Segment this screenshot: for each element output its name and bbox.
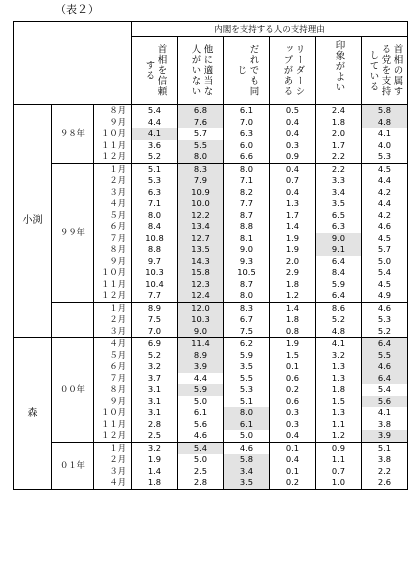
- value-cell: 3.5: [224, 361, 270, 373]
- value-cell: 1.2: [270, 290, 316, 302]
- value-cell: 1.7: [316, 140, 362, 152]
- value-cell: 0.4: [270, 163, 316, 175]
- value-cell: 7.6: [178, 117, 224, 129]
- month-cell: ６月: [94, 361, 132, 373]
- value-cell: 3.8: [362, 419, 408, 431]
- value-cell: 1.9: [270, 233, 316, 245]
- year-cell: [52, 302, 94, 338]
- value-cell: 1.9: [270, 338, 316, 350]
- value-cell: 5.6: [178, 419, 224, 431]
- value-cell: 0.7: [270, 175, 316, 187]
- value-cell: 10.3: [132, 267, 178, 279]
- value-cell: 3.7: [132, 373, 178, 385]
- value-cell: 3.5: [224, 477, 270, 489]
- column-header-label: 首相の属する党を支持している: [367, 44, 403, 97]
- column-header-label: 首相を信頼する: [143, 44, 167, 97]
- value-cell: 4.4: [362, 198, 408, 210]
- value-cell: 5.0: [178, 454, 224, 466]
- value-cell: 5.2: [132, 151, 178, 163]
- value-cell: 5.5: [224, 373, 270, 385]
- value-cell: 5.3: [224, 384, 270, 396]
- value-cell: 4.4: [178, 373, 224, 385]
- value-cell: 8.4: [316, 267, 362, 279]
- value-cell: 12.3: [178, 279, 224, 291]
- month-cell: １１月: [94, 140, 132, 152]
- value-cell: 8.0: [132, 210, 178, 222]
- value-cell: 8.9: [178, 350, 224, 362]
- value-cell: 5.4: [362, 267, 408, 279]
- value-cell: 3.4: [316, 187, 362, 199]
- value-cell: 9.0: [178, 326, 224, 338]
- value-cell: 4.5: [362, 233, 408, 245]
- value-cell: 6.2: [224, 338, 270, 350]
- month-cell: １月: [94, 163, 132, 175]
- value-cell: 0.1: [270, 361, 316, 373]
- value-cell: 4.6: [362, 221, 408, 233]
- value-cell: 5.5: [362, 350, 408, 362]
- value-cell: 13.5: [178, 244, 224, 256]
- pm-name-cell: 森: [14, 338, 52, 490]
- value-cell: 1.8: [270, 279, 316, 291]
- value-cell: 0.4: [270, 187, 316, 199]
- month-cell: １０月: [94, 128, 132, 140]
- value-cell: 12.4: [178, 290, 224, 302]
- month-cell: ９月: [94, 117, 132, 129]
- pm-name-cell: 小渕: [14, 105, 52, 338]
- value-cell: 0.4: [270, 128, 316, 140]
- table-title: 内閣を支持する人の支持理由: [132, 22, 408, 37]
- value-cell: 6.4: [316, 290, 362, 302]
- value-cell: 5.3: [362, 151, 408, 163]
- value-cell: 9.1: [316, 244, 362, 256]
- value-cell: 5.2: [362, 326, 408, 338]
- value-cell: 1.3: [316, 361, 362, 373]
- table-row: [14, 105, 408, 117]
- month-cell: １１月: [94, 279, 132, 291]
- value-cell: 8.6: [316, 302, 362, 314]
- month-cell: １２月: [94, 430, 132, 442]
- value-cell: 4.6: [224, 442, 270, 454]
- value-cell: 9.7: [132, 256, 178, 268]
- value-cell: 0.2: [270, 384, 316, 396]
- value-cell: 10.9: [178, 187, 224, 199]
- value-cell: 9.3: [224, 256, 270, 268]
- value-cell: 1.7: [270, 210, 316, 222]
- value-cell: 3.8: [362, 454, 408, 466]
- value-cell: 4.4: [132, 117, 178, 129]
- column-header-label: 他に適当な人がいない: [189, 44, 213, 97]
- value-cell: 9.0: [224, 244, 270, 256]
- value-cell: 10.0: [178, 198, 224, 210]
- month-cell: ８月: [94, 105, 132, 117]
- value-cell: 2.2: [316, 163, 362, 175]
- value-cell: 10.8: [132, 233, 178, 245]
- value-cell: 1.3: [316, 407, 362, 419]
- value-cell: 7.5: [132, 314, 178, 326]
- value-cell: 5.0: [362, 256, 408, 268]
- value-cell: 1.3: [270, 198, 316, 210]
- value-cell: 11.4: [178, 338, 224, 350]
- value-cell: 3.9: [362, 430, 408, 442]
- month-cell: １１月: [94, 419, 132, 431]
- value-cell: 3.2: [316, 350, 362, 362]
- value-cell: 5.9: [316, 279, 362, 291]
- value-cell: 1.0: [316, 477, 362, 489]
- year-cell: ０１年: [52, 442, 94, 489]
- value-cell: 5.4: [132, 105, 178, 117]
- value-cell: 4.0: [362, 140, 408, 152]
- month-cell: １月: [94, 442, 132, 454]
- value-cell: 1.8: [270, 314, 316, 326]
- value-cell: 5.5: [178, 140, 224, 152]
- table-row: [14, 442, 408, 454]
- value-cell: 4.5: [362, 163, 408, 175]
- value-cell: 4.1: [362, 128, 408, 140]
- value-cell: 2.5: [132, 430, 178, 442]
- value-cell: 13.4: [178, 221, 224, 233]
- value-cell: 6.3: [132, 187, 178, 199]
- value-cell: 6.4: [316, 256, 362, 268]
- value-cell: 14.3: [178, 256, 224, 268]
- value-cell: 2.4: [316, 105, 362, 117]
- value-cell: 4.6: [362, 361, 408, 373]
- value-cell: 2.8: [178, 477, 224, 489]
- table-row: [14, 338, 408, 350]
- value-cell: 5.0: [224, 430, 270, 442]
- value-cell: 5.2: [316, 314, 362, 326]
- value-cell: 8.8: [132, 244, 178, 256]
- value-cell: 0.1: [270, 442, 316, 454]
- value-cell: 3.2: [132, 361, 178, 373]
- value-cell: 2.0: [270, 256, 316, 268]
- value-cell: 4.1: [362, 407, 408, 419]
- value-cell: 0.4: [270, 117, 316, 129]
- value-cell: 7.1: [224, 175, 270, 187]
- value-cell: 4.6: [178, 430, 224, 442]
- value-cell: 0.1: [270, 466, 316, 478]
- value-cell: 4.2: [362, 187, 408, 199]
- value-cell: 5.8: [224, 454, 270, 466]
- value-cell: 8.7: [224, 210, 270, 222]
- value-cell: 7.5: [224, 326, 270, 338]
- table-corner: [14, 22, 132, 105]
- value-cell: 3.3: [316, 175, 362, 187]
- value-cell: 1.8: [132, 477, 178, 489]
- table-body: [14, 105, 408, 490]
- value-cell: 4.1: [132, 128, 178, 140]
- value-cell: 2.0: [316, 128, 362, 140]
- value-cell: 1.5: [270, 350, 316, 362]
- value-cell: 8.2: [224, 187, 270, 199]
- value-cell: 0.2: [270, 477, 316, 489]
- month-cell: １２月: [94, 151, 132, 163]
- value-cell: 1.1: [316, 419, 362, 431]
- value-cell: 4.8: [316, 326, 362, 338]
- value-cell: 6.3: [316, 221, 362, 233]
- value-cell: 0.3: [270, 419, 316, 431]
- year-cell: ９８年: [52, 105, 94, 164]
- value-cell: 12.7: [178, 233, 224, 245]
- value-cell: 5.9: [224, 350, 270, 362]
- month-cell: ７月: [94, 373, 132, 385]
- value-cell: 1.5: [316, 396, 362, 408]
- value-cell: 2.5: [178, 466, 224, 478]
- value-cell: 6.8: [178, 105, 224, 117]
- value-cell: 5.2: [132, 350, 178, 362]
- value-cell: 7.9: [178, 175, 224, 187]
- value-cell: 5.7: [178, 128, 224, 140]
- value-cell: 8.3: [178, 163, 224, 175]
- value-cell: 1.9: [270, 244, 316, 256]
- value-cell: 8.1: [224, 233, 270, 245]
- value-cell: 3.1: [132, 396, 178, 408]
- value-cell: 12.0: [178, 302, 224, 314]
- month-cell: １０月: [94, 267, 132, 279]
- column-header: [178, 37, 224, 105]
- value-cell: 10.3: [178, 314, 224, 326]
- month-cell: １２月: [94, 290, 132, 302]
- month-cell: ４月: [94, 198, 132, 210]
- value-cell: 5.3: [362, 314, 408, 326]
- column-header-label: 印象がよい: [333, 40, 345, 93]
- column-header: [132, 37, 178, 105]
- value-cell: 0.3: [270, 407, 316, 419]
- value-cell: 0.4: [270, 454, 316, 466]
- table-row: [14, 163, 408, 175]
- month-cell: ６月: [94, 221, 132, 233]
- month-cell: ２月: [94, 175, 132, 187]
- value-cell: 0.8: [270, 326, 316, 338]
- month-cell: ９月: [94, 256, 132, 268]
- value-cell: 6.0: [224, 140, 270, 152]
- value-cell: 8.8: [224, 221, 270, 233]
- value-cell: 9.0: [316, 233, 362, 245]
- value-cell: 0.3: [270, 140, 316, 152]
- value-cell: 3.1: [132, 384, 178, 396]
- value-cell: 2.8: [132, 419, 178, 431]
- value-cell: 8.0: [224, 163, 270, 175]
- value-cell: 4.2: [362, 210, 408, 222]
- value-cell: 0.7: [316, 466, 362, 478]
- value-cell: 6.9: [132, 338, 178, 350]
- month-cell: ３月: [94, 466, 132, 478]
- value-cell: 7.7: [224, 198, 270, 210]
- column-header-label: だれでも同じ: [235, 44, 259, 97]
- value-cell: 5.4: [362, 384, 408, 396]
- value-cell: 1.2: [316, 430, 362, 442]
- support-reasons-table: [13, 21, 408, 490]
- month-cell: １月: [94, 302, 132, 314]
- month-cell: ７月: [94, 233, 132, 245]
- value-cell: 1.4: [132, 466, 178, 478]
- month-cell: ２月: [94, 454, 132, 466]
- month-cell: ８月: [94, 244, 132, 256]
- value-cell: 3.2: [132, 442, 178, 454]
- value-cell: 8.9: [132, 302, 178, 314]
- month-cell: ４月: [94, 338, 132, 350]
- value-cell: 0.5: [270, 105, 316, 117]
- value-cell: 0.9: [316, 442, 362, 454]
- value-cell: 5.3: [132, 175, 178, 187]
- value-cell: 3.4: [224, 466, 270, 478]
- year-cell: ９９年: [52, 163, 94, 302]
- column-header: [270, 37, 316, 105]
- value-cell: 2.2: [316, 151, 362, 163]
- value-cell: 0.6: [270, 396, 316, 408]
- value-cell: 7.0: [132, 326, 178, 338]
- month-cell: ５月: [94, 210, 132, 222]
- month-cell: ８月: [94, 384, 132, 396]
- value-cell: 5.1: [362, 442, 408, 454]
- value-cell: 1.1: [316, 454, 362, 466]
- value-cell: 8.4: [132, 221, 178, 233]
- value-cell: 7.7: [132, 290, 178, 302]
- value-cell: 3.5: [316, 198, 362, 210]
- value-cell: 0.6: [270, 373, 316, 385]
- value-cell: 8.3: [224, 302, 270, 314]
- column-header: [316, 37, 362, 105]
- value-cell: 4.1: [316, 338, 362, 350]
- value-cell: 2.6: [362, 477, 408, 489]
- value-cell: 6.1: [224, 419, 270, 431]
- value-cell: 5.7: [362, 244, 408, 256]
- value-cell: 1.4: [270, 221, 316, 233]
- value-cell: 10.5: [224, 267, 270, 279]
- column-header-label: リーダーシップがある: [281, 44, 305, 97]
- value-cell: 5.4: [178, 442, 224, 454]
- value-cell: 1.8: [316, 384, 362, 396]
- value-cell: 1.8: [316, 117, 362, 129]
- value-cell: 8.0: [224, 407, 270, 419]
- value-cell: 8.0: [224, 290, 270, 302]
- value-cell: 8.7: [224, 279, 270, 291]
- value-cell: 5.0: [178, 396, 224, 408]
- value-cell: 2.9: [270, 267, 316, 279]
- value-cell: 4.8: [362, 117, 408, 129]
- value-cell: 6.7: [224, 314, 270, 326]
- value-cell: 6.4: [362, 373, 408, 385]
- value-cell: 6.6: [224, 151, 270, 163]
- value-cell: 4.5: [362, 279, 408, 291]
- value-cell: 5.1: [224, 396, 270, 408]
- value-cell: 6.3: [224, 128, 270, 140]
- value-cell: 0.4: [270, 430, 316, 442]
- value-cell: 4.6: [362, 302, 408, 314]
- column-header: [224, 37, 270, 105]
- month-cell: ２月: [94, 314, 132, 326]
- value-cell: 1.4: [270, 302, 316, 314]
- value-cell: 0.9: [270, 151, 316, 163]
- value-cell: 5.6: [362, 396, 408, 408]
- table-caption: （表２）: [55, 3, 99, 16]
- year-cell: ００年: [52, 338, 94, 443]
- value-cell: 7.1: [132, 198, 178, 210]
- month-cell: ４月: [94, 477, 132, 489]
- value-cell: 4.4: [362, 175, 408, 187]
- value-cell: 2.2: [362, 466, 408, 478]
- value-cell: 8.0: [178, 151, 224, 163]
- value-cell: 1.9: [132, 454, 178, 466]
- value-cell: 6.1: [178, 407, 224, 419]
- value-cell: 7.0: [224, 117, 270, 129]
- value-cell: 6.1: [224, 105, 270, 117]
- value-cell: 6.5: [316, 210, 362, 222]
- value-cell: 5.1: [132, 163, 178, 175]
- month-cell: １０月: [94, 407, 132, 419]
- value-cell: 5.8: [362, 105, 408, 117]
- value-cell: 4.9: [362, 290, 408, 302]
- value-cell: 3.1: [132, 407, 178, 419]
- value-cell: 3.9: [178, 361, 224, 373]
- value-cell: 6.4: [362, 338, 408, 350]
- column-header: [362, 37, 408, 105]
- month-cell: ３月: [94, 187, 132, 199]
- month-cell: ５月: [94, 350, 132, 362]
- value-cell: 1.3: [316, 373, 362, 385]
- month-cell: ９月: [94, 396, 132, 408]
- value-cell: 5.9: [178, 384, 224, 396]
- month-cell: ３月: [94, 326, 132, 338]
- value-cell: 10.4: [132, 279, 178, 291]
- value-cell: 3.6: [132, 140, 178, 152]
- value-cell: 12.2: [178, 210, 224, 222]
- value-cell: 15.8: [178, 267, 224, 279]
- table-row: [14, 302, 408, 314]
